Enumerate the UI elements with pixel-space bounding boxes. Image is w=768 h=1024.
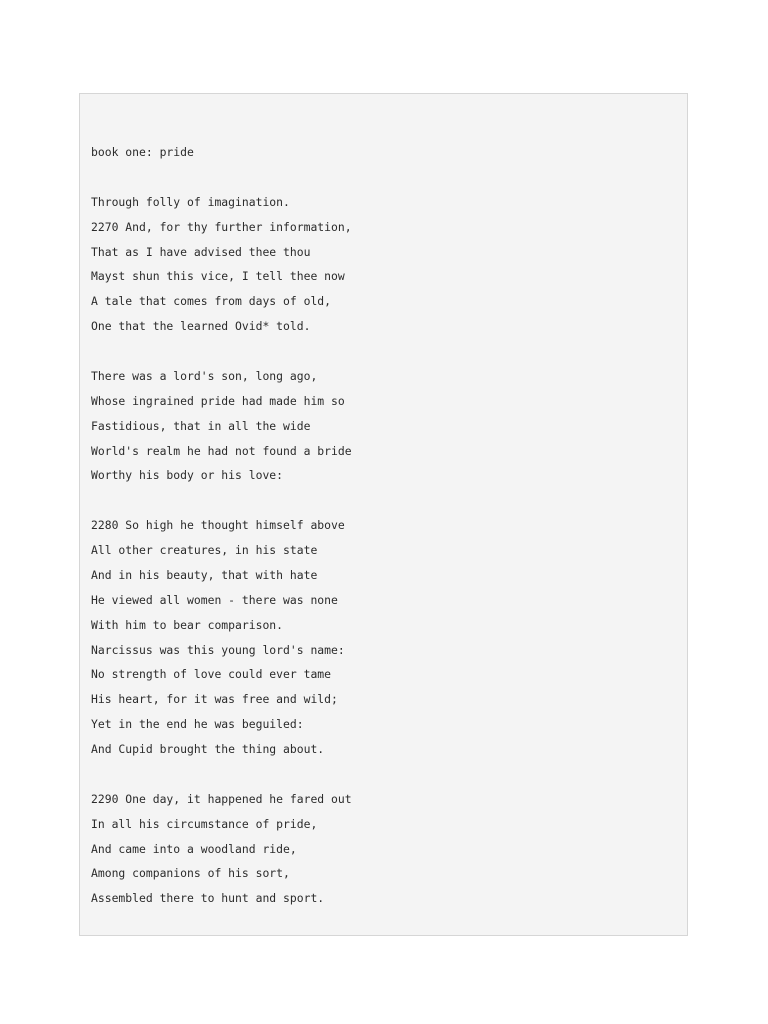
- poem-line: Assembled there to hunt and sport.: [91, 891, 325, 906]
- poem-line: Fastidious, that in all the wide: [91, 418, 311, 433]
- poem-line: In all his circumstance of pride,: [91, 816, 318, 831]
- poem-line: And in his beauty, that with hate: [91, 567, 318, 582]
- poem-line: 2290 One day, it happened he fared out: [91, 791, 352, 806]
- stanza-spacer: [91, 339, 677, 364]
- stanza-1: [91, 190, 677, 339]
- poem-line: Among companions of his sort,: [91, 866, 290, 881]
- stanza-3: [91, 513, 677, 762]
- poem-line: And came into a woodland ride,: [91, 841, 297, 856]
- poem-line: A tale that comes from days of old,: [91, 294, 332, 309]
- poem-line: There was a lord's son, long ago,: [91, 368, 318, 383]
- poem-line: No strength of love could ever tame: [91, 667, 332, 682]
- stanza-2: [91, 364, 677, 488]
- poem-line: 2270 And, for thy further information,: [91, 219, 352, 234]
- stanza-spacer: [91, 488, 677, 513]
- poem-line: With him to bear comparison.: [91, 617, 284, 632]
- poem-line: He viewed all women - there was none: [91, 592, 338, 607]
- poem-line: All other creatures, in his state: [91, 543, 318, 557]
- poem-line: Whose ingrained pride had made him so: [91, 393, 345, 408]
- poem-line: Mayst shun this vice, I tell thee now: [91, 269, 345, 284]
- poem-text: [91, 140, 677, 911]
- poem-line: Worthy his body or his love:: [91, 468, 284, 483]
- poem-line: One that the learned Ovid* told.: [91, 319, 311, 334]
- poem-line: Narcissus was this young lord's name:: [91, 642, 345, 657]
- poem-line: That as I have advised thee thou: [91, 244, 311, 259]
- poem-line: And Cupid brought the thing about.: [91, 742, 325, 756]
- stanza-spacer: [91, 165, 677, 190]
- poem-line: World's realm he had not found a bride: [91, 443, 352, 458]
- document-page: [79, 93, 688, 936]
- stanza-spacer: [91, 762, 677, 787]
- stanza-4: [91, 787, 677, 911]
- section-heading: book one: pride: [91, 145, 194, 159]
- poem-line: Through folly of imagination.: [91, 194, 290, 209]
- poem-line: Yet in the end he was beguiled:: [91, 717, 304, 732]
- poem-line: His heart, for it was free and wild;: [91, 692, 338, 707]
- poem-line: 2280 So high he thought himself above: [91, 518, 345, 533]
